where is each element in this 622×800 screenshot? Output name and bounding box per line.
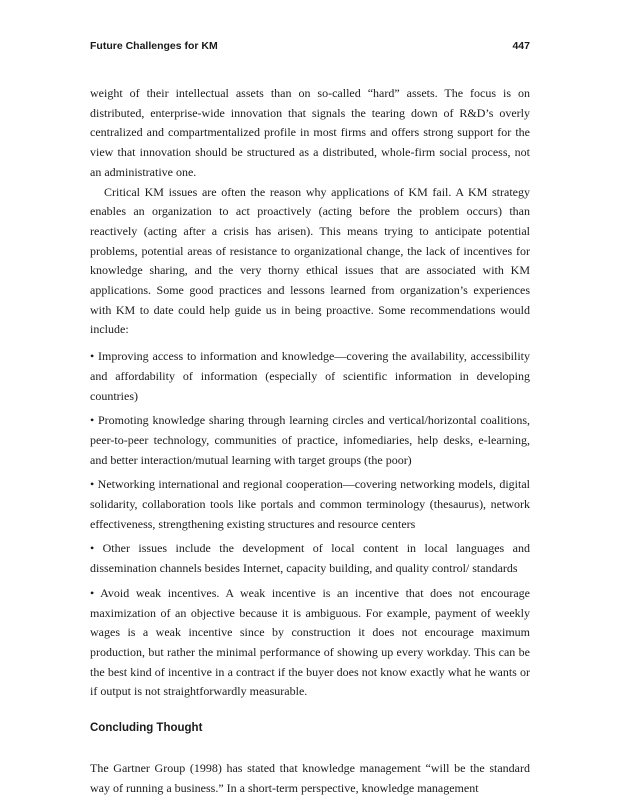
list-item: • Promoting knowledge sharing through learning circles and vertical/horizontal coalitions, peer-to-peer technology, communities of practice, infomediaries, help desks, e-learning, and better interaction/mutual learning with target groups (the poor) bbox=[90, 413, 530, 467]
list-item: • Improving access to information and knowledge—covering the availability, accessibility and affordability of information (especially of scientific information in developing countries) bbox=[90, 349, 530, 403]
list-item: • Avoid weak incentives. A weak incentive is an incentive that does not encourage maximization of an objective because it is ambiguous. For example, payment of weekly wages is a weak incentive since by construction it does not encourage maximum production, but rather the minimal performance of showing up every workday. This can be the best kind of incentive in a contract if the buyer does not know exactly what he wants or if output is not straightforwardly measurable. bbox=[90, 585, 530, 699]
list-item: • Networking international and regional cooperation—covering networking models, digital solidarity, collaboration tools like portals and common terminology (thesaurus), network effectiveness, strengthening existing structures and resource centers bbox=[90, 477, 530, 531]
running-title: Future Challenges for KM bbox=[90, 40, 218, 52]
list-item: • Other issues include the development of local content in local languages and dissemination channels besides Internet, capacity building, and quality control/ standards bbox=[90, 541, 530, 576]
paragraph-gartner: The Gartner Group (1998) has stated that knowledge management “will be the standard way of running a business.” In a short-term perspective, knowledge management bbox=[90, 760, 530, 795]
paragraph-continued: weight of their intellectual assets than on so-called “hard” assets. The focus is on distributed, enterprise-wide innovation that signals the tearing down of R&D’s overly centralized and compartmentalized profile in most firms and offers strong support for the view that innovation should be structured as a distributed, whole-firm social process, not an administrative one. bbox=[90, 86, 530, 179]
paragraph-critical-km-issues: Critical KM issues are often the reason why applications of KM fail. A KM strategy enables an organization to act proactively (acting before the problem occurs) than reactively (acting after a crisis has arisen). This means trying to anticipate potential problems, potential areas of resistance to organizational change, the lack of incentives for knowledge sharing, and the very thorny ethical issues that are associated with KM applications. Some good practices and lessons learned from organization’s experiences with KM to date could help guide us in being proactive. Some recommendations would include: bbox=[90, 184, 530, 337]
page-number: 447 bbox=[512, 40, 530, 52]
main-text bbox=[90, 84, 530, 798]
section-heading: Concluding Thought bbox=[90, 722, 203, 735]
recommendations-list bbox=[90, 347, 530, 702]
running-header bbox=[90, 40, 530, 58]
